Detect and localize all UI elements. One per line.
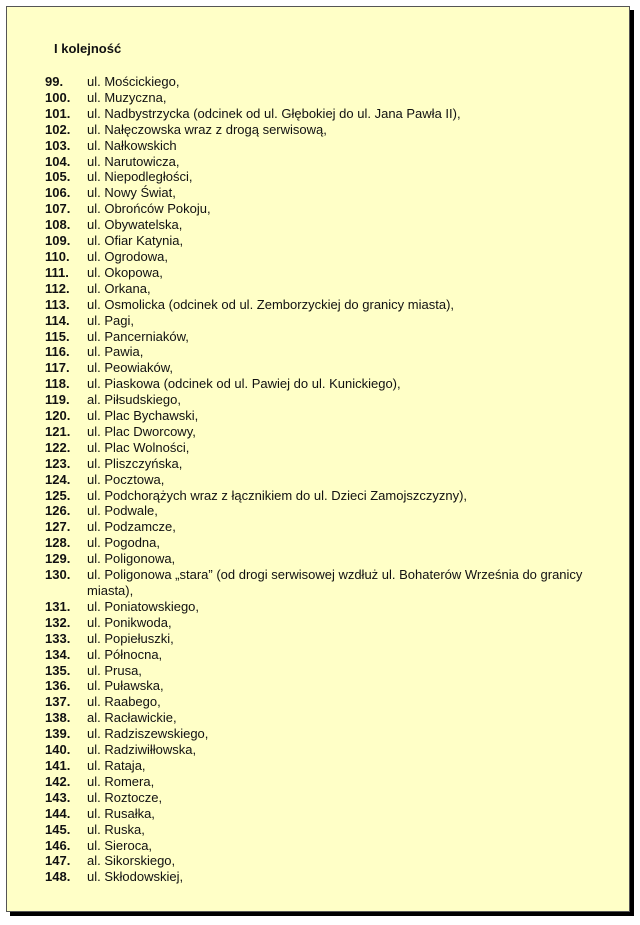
item-text: ul. Raabego, [87, 694, 161, 710]
item-text: ul. Plac Dworcowy, [87, 423, 196, 439]
item-text: ul. Rataja, [87, 757, 146, 773]
list-item [45, 201, 605, 217]
item-number: 144. [45, 805, 71, 821]
list-item [45, 838, 605, 854]
item-text: ul. Romera, [87, 773, 155, 789]
item-text: ul. Prusa, [87, 662, 142, 678]
list-item [45, 297, 605, 313]
list-item [45, 313, 605, 329]
list-item [45, 376, 605, 392]
list-item [45, 503, 605, 519]
item-number: 126. [45, 503, 71, 519]
document-page [6, 6, 630, 912]
list-item [45, 551, 605, 567]
item-text: ul. Nowy Świat, [87, 185, 176, 201]
list-item [45, 440, 605, 456]
item-number: 147. [45, 853, 71, 869]
item-number: 133. [45, 630, 71, 646]
item-number: 104. [45, 153, 71, 169]
item-number: 146. [45, 837, 71, 853]
list-item [45, 265, 605, 281]
item-number: 137. [45, 694, 71, 710]
item-number: 128. [45, 535, 71, 551]
section-heading: I kolejność [54, 41, 122, 56]
item-number: 130. [45, 567, 71, 583]
item-number: 105. [45, 169, 71, 185]
list-item [45, 869, 605, 885]
item-text: ul. Podchorążych wraz z łącznikiem do ul. Dzieci Zamojszczyzny), [87, 487, 468, 503]
item-text: ul. Ruska, [87, 821, 145, 837]
item-number: 113. [45, 296, 70, 312]
list-item [45, 154, 605, 170]
item-text: ul. Pawia, [87, 344, 144, 360]
item-number: 110. [45, 248, 70, 264]
item-number: 135. [45, 662, 71, 678]
item-text: ul. Pagi, [87, 312, 134, 328]
item-text: ul. Mościckiego, [87, 74, 180, 89]
item-text: ul. Rusałka, [87, 805, 155, 821]
item-number: 125. [45, 487, 71, 503]
list-item [45, 726, 605, 742]
item-text: ul. Poligonowa, [87, 551, 176, 567]
item-number: 124. [45, 471, 71, 487]
item-text: ul. Ofiar Katynia, [87, 233, 184, 249]
item-text: ul. Nałęczowska wraz z drogą serwisową, [87, 121, 327, 137]
item-number: 119. [45, 392, 70, 408]
item-text: ul. Piaskowa (odcinek od ul. Pawiej do ul. Kunickiego), [87, 376, 401, 392]
list-item [45, 408, 605, 424]
list-item [45, 90, 605, 106]
item-text: ul. Radziszewskiego, [87, 726, 209, 742]
item-text: ul. Peowiaków, [87, 360, 173, 376]
item-number: 123. [45, 455, 71, 471]
list-item [45, 631, 605, 647]
item-number: 114. [45, 312, 70, 328]
list-item [45, 758, 605, 774]
item-number: 139. [45, 726, 71, 742]
item-number: 99. [45, 74, 64, 89]
list-item [45, 344, 605, 360]
item-text: ul. Osmolicka (odcinek od ul. Zemborzyckiej do granicy miasta), [87, 296, 455, 312]
item-number: 117. [45, 360, 70, 376]
item-number: 131. [45, 598, 71, 614]
item-number: 100. [45, 89, 71, 105]
list-item [45, 392, 605, 408]
list-item [45, 329, 605, 345]
street-list [45, 74, 605, 885]
item-number: 121. [45, 423, 71, 439]
list-item [45, 106, 605, 122]
item-text: ul. Popiełuszki, [87, 630, 174, 646]
item-number: 132. [45, 614, 71, 630]
item-text: ul. Plac Bychawski, [87, 408, 199, 424]
list-item [45, 424, 605, 440]
list-item [45, 567, 605, 599]
list-item [45, 535, 605, 551]
item-number: 129. [45, 551, 71, 567]
list-item [45, 122, 605, 138]
item-text: ul. Okopowa, [87, 264, 163, 280]
item-text: ul. Obywatelska, [87, 217, 183, 233]
item-text: ul. Podwale, [87, 503, 158, 519]
item-text: ul. Poniatowskiego, [87, 598, 200, 614]
item-number: 115. [45, 328, 70, 344]
list-item [45, 694, 605, 710]
item-number: 141. [45, 757, 71, 773]
item-number: 120. [45, 408, 71, 424]
item-text: ul. Orkana, [87, 280, 151, 296]
list-item [45, 185, 605, 201]
item-number: 127. [45, 519, 71, 535]
list-item [45, 822, 605, 838]
item-text: ul. Poligonowa „stara” (od drogi serwisowej wzdłuż ul. Bohaterów Września do granicy miasta), [87, 567, 583, 598]
item-text: ul. Ponikwoda, [87, 614, 172, 630]
list-item [45, 472, 605, 488]
item-number: 116. [45, 344, 70, 360]
item-number: 111. [45, 264, 69, 280]
item-number: 107. [45, 201, 71, 217]
item-number: 145. [45, 821, 71, 837]
list-item [45, 74, 605, 90]
item-number: 142. [45, 773, 71, 789]
item-number: 148. [45, 869, 71, 885]
list-item [45, 790, 605, 806]
item-text: al. Racławickie, [87, 710, 177, 726]
list-item [45, 249, 605, 265]
list-item [45, 742, 605, 758]
item-text: ul. Plac Wolności, [87, 439, 190, 455]
item-number: 122. [45, 439, 71, 455]
item-text: ul. Podzamcze, [87, 519, 176, 535]
item-text: ul. Skłodowskiej, [87, 869, 184, 885]
list-item [45, 138, 605, 154]
item-text: ul. Sieroca, [87, 837, 153, 853]
item-number: 102. [45, 121, 71, 137]
item-text: ul. Niepodległości, [87, 169, 193, 185]
item-text: ul. Nałkowskich [87, 137, 177, 153]
item-text: ul. Narutowicza, [87, 153, 180, 169]
item-number: 109. [45, 233, 71, 249]
list-item [45, 360, 605, 376]
item-number: 136. [45, 678, 71, 694]
item-number: 103. [45, 137, 71, 153]
list-item [45, 678, 605, 694]
item-number: 106. [45, 185, 71, 201]
item-number: 143. [45, 789, 71, 805]
item-number: 101. [45, 105, 71, 121]
item-text: ul. Północna, [87, 646, 163, 662]
list-item [45, 663, 605, 679]
item-text: ul. Pocztowa, [87, 471, 165, 487]
item-text: ul. Puławska, [87, 678, 164, 694]
item-number: 138. [45, 710, 71, 726]
item-text: ul. Pogodna, [87, 535, 161, 551]
list-item [45, 599, 605, 615]
item-number: 134. [45, 646, 71, 662]
item-text: ul. Radziwiłłowska, [87, 742, 197, 758]
item-text: ul. Roztocze, [87, 789, 163, 805]
item-text: ul. Muzyczna, [87, 89, 167, 105]
item-number: 140. [45, 742, 71, 758]
list-item [45, 647, 605, 663]
list-item [45, 710, 605, 726]
item-text: ul. Pliszczyńska, [87, 455, 183, 471]
list-item [45, 615, 605, 631]
item-text: al. Sikorskiego, [87, 853, 176, 869]
list-item [45, 456, 605, 472]
list-item [45, 774, 605, 790]
item-text: ul. Ogrodowa, [87, 248, 168, 264]
list-item [45, 233, 605, 249]
list-item [45, 281, 605, 297]
item-text: ul. Nadbystrzycka (odcinek od ul. Głębokiej do ul. Jana Pawła II), [87, 105, 461, 121]
list-item [45, 806, 605, 822]
item-text: ul. Obrońców Pokoju, [87, 201, 211, 217]
item-text: ul. Pancerniaków, [87, 328, 189, 344]
item-number: 108. [45, 217, 71, 233]
item-number: 112. [45, 280, 70, 296]
item-number: 118. [45, 376, 70, 392]
list-item [45, 519, 605, 535]
list-item [45, 488, 605, 504]
list-item [45, 217, 605, 233]
list-item [45, 169, 605, 185]
item-text: al. Piłsudskiego, [87, 392, 181, 408]
list-item [45, 853, 605, 869]
